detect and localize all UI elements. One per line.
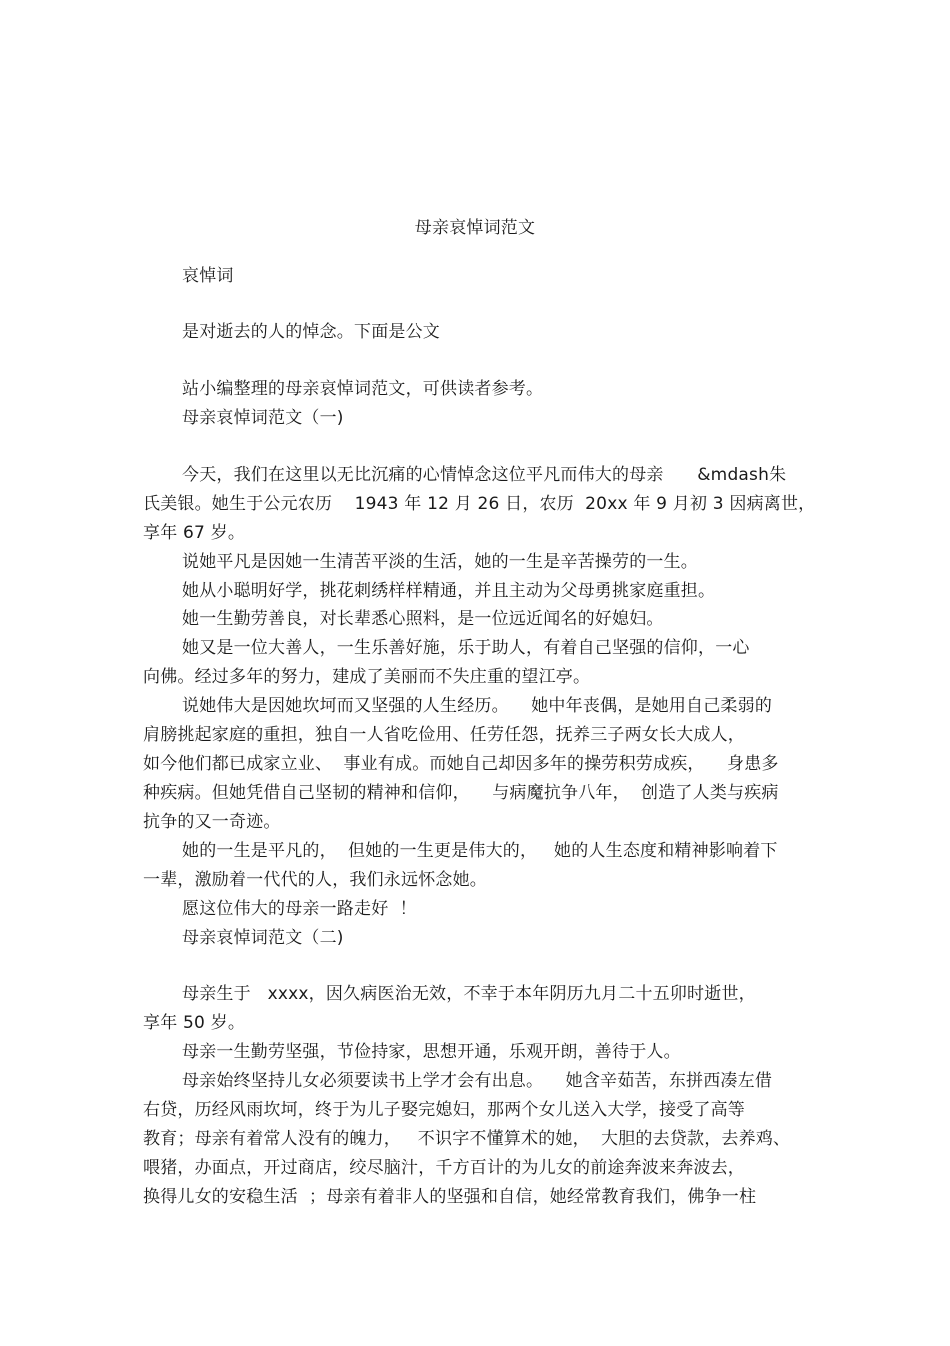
text-line: 换得儿女的安稳生活 ；母亲有着非人的坚强和自信，她经常教育我们，佛争一柱 xyxy=(143,1187,757,1207)
text-line: 右贷，历经风雨坎坷，终于为儿子娶完媳妇，那两个女儿送入大学，接受了高等 xyxy=(143,1100,745,1120)
text-line: 母亲一生勤劳坚强，节俭持家，思想开通，乐观开朗，善待于人。 xyxy=(182,1042,681,1062)
text-line: 肩膀挑起家庭的重担，独自一人省吃俭用、任劳任怨，抚养三子两女长大成人， xyxy=(143,725,745,745)
text-line: 氏美银。她生于公元农历 1943 年 12 月 26 日，农历 20xx 年 9 月初 3 因病离世， xyxy=(143,494,816,514)
section-heading: 母亲哀悼词范文（一) xyxy=(182,408,344,428)
text-line: 抗争的又一奇迹。 xyxy=(143,812,281,832)
text-line: 她从小聪明好学，挑花刺绣样样精通，并且主动为父母勇挑家庭重担。 xyxy=(182,581,716,601)
section-heading: 母亲哀悼词范文（二) xyxy=(182,928,344,948)
text-line: 她又是一位大善人，一生乐善好施，乐于助人，有着自己坚强的信仰，一心 xyxy=(182,638,750,658)
text-line: 是对逝去的人的悼念。下面是公文 xyxy=(182,322,440,342)
text-line: 今天，我们在这里以无比沉痛的心情悼念这位平凡而伟大的母亲 &mdash朱 xyxy=(182,465,787,485)
text-line: 说她平凡是因她一生清苦平淡的生活，她的一生是辛苦操劳的一生。 xyxy=(182,552,698,572)
text-line: 种疾病。但她凭借自己坚韧的精神和信仰， 与病魔抗争八年， 创造了人类与疾病 xyxy=(143,783,779,803)
text-line: 她的一生是平凡的， 但她的一生更是伟大的， 她的人生态度和精神影响着下 xyxy=(182,841,778,861)
text-line: 母亲始终坚持儿女必须要读书上学才会有出息。 她含辛茹苦，东拼西凑左借 xyxy=(182,1071,773,1091)
text-line: 享年 67 岁。 xyxy=(143,523,246,543)
text-line: 向佛。经过多年的努力，建成了美丽而不失庄重的望江亭。 xyxy=(143,667,591,687)
text-line: 喂猪，办面点，开过商店，绞尽脑汁，千方百计的为儿女的前途奔波来奔波去， xyxy=(143,1158,745,1178)
text-line: 母亲生于 xxxx，因久病医治无效，不幸于本年阴历九月二十五卯时逝世， xyxy=(182,984,756,1004)
text-line: 哀悼词 xyxy=(182,266,234,286)
document-title: 母亲哀悼词范文 xyxy=(414,218,536,238)
text-line: 教育；母亲有着常人没有的魄力， 不识字不懂算术的她， 大胆的去贷款，去养鸡、 xyxy=(143,1129,791,1149)
text-line: 说她伟大是因她坎坷而又坚强的人生经历。 她中年丧偶，是她用自己柔弱的 xyxy=(182,696,773,716)
text-line: 享年 50 岁。 xyxy=(143,1013,246,1033)
text-line: 一辈，激励着一代代的人，我们永远怀念她。 xyxy=(143,870,487,890)
text-line: 如今他们都已成家立业、 事业有成。而她自己却因多年的操劳积劳成疾， 身患多 xyxy=(143,754,779,774)
text-line: 她一生勤劳善良，对长辈悉心照料，是一位远近闻名的好媳妇。 xyxy=(182,609,664,629)
text-line: 站小编整理的母亲哀悼词范文，可供读者参考。 xyxy=(182,379,544,399)
text-line: 愿这位伟大的母亲一路走好 ！ xyxy=(182,899,417,919)
